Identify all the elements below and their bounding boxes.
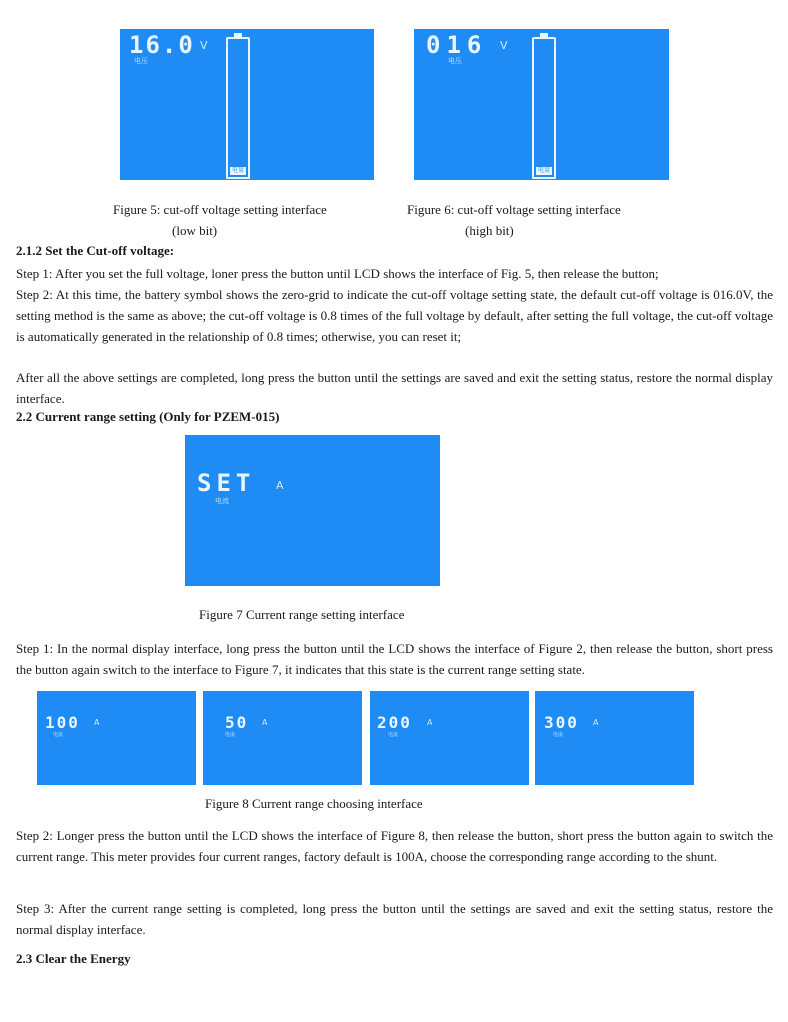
lcd-unit: A [262, 718, 268, 727]
battery-label: 电量 [537, 167, 550, 174]
lcd-sub-label: 电流 [388, 732, 399, 738]
paragraph: Step 1: In the normal display interface, long press the button until the LCD shows the interface of Figure 2, then release the button, short press the button again switch to the interface to Figure 7, it indicates that this state is the current range setting state. [16, 641, 773, 677]
battery-icon [226, 37, 250, 179]
battery-icon [532, 37, 556, 179]
lcd-value: 300 [544, 713, 579, 732]
figure6-caption: Figure 6: cut-off voltage setting interface [407, 202, 621, 217]
paragraph: Step 2: Longer press the button until the LCD shows the interface of Figure 8, then release the button, short press the button again to switch the current range. This meter provides four current ranges, factory default is 100A, choose the corresponding range according to the shunt. [16, 828, 773, 864]
lcd-unit: A [427, 718, 433, 727]
figure8-lcd-panel [370, 691, 529, 785]
lcd-sub-label: 电流 [53, 732, 64, 738]
figure6-caption-sub: (high bit) [465, 223, 514, 238]
figure6-lcd [414, 29, 669, 180]
lcd-unit: V [200, 39, 208, 52]
lcd-value: 50 [225, 713, 249, 732]
figure8-lcd-panel [37, 691, 196, 785]
section-heading: 2.1.2 Set the Cut-off voltage: [16, 243, 175, 258]
figure7-lcd [185, 435, 440, 586]
figure5-caption-sub: (low bit) [172, 223, 218, 238]
figure5-lcd [120, 29, 374, 180]
figure5-caption: Figure 5: cut-off voltage setting interface [113, 202, 327, 217]
battery-label: 电量 [231, 167, 244, 174]
lcd-sub-label: 电压 [448, 57, 462, 65]
paragraph: Step 3: After the current range setting is completed, long press the button until the settings are saved and exit the setting status, restore the normal display interface. [16, 901, 773, 937]
lcd-value: 016 [426, 31, 488, 59]
figure8-caption: Figure 8 Current range choosing interface [205, 796, 423, 811]
figure8-lcd-panel [203, 691, 362, 785]
lcd-unit: A [94, 718, 100, 727]
lcd-unit: A [593, 718, 599, 727]
figure7-caption: Figure 7 Current range setting interface [199, 607, 405, 622]
lcd-sub-label: 电流 [215, 497, 229, 505]
section-heading: 2.3 Clear the Energy [16, 951, 131, 966]
paragraph: After all the above settings are completed, long press the button until the settings are saved and exit the setting status, restore the normal display interface. [16, 370, 773, 406]
lcd-sub-label: 电流 [225, 732, 236, 738]
lcd-unit: A [276, 479, 284, 492]
lcd-value: 100 [45, 713, 80, 732]
lcd-value: 200 [377, 713, 412, 732]
figure8-lcd-panel [535, 691, 694, 785]
section-heading: 2.2 Current range setting (Only for PZEM-015) [16, 409, 280, 424]
lcd-sub-label: 电流 [553, 732, 564, 738]
lcd-sub-label: 电压 [134, 57, 148, 65]
lcd-value: 16.0 [129, 31, 195, 59]
paragraph: Step 2: At this time, the battery symbol shows the zero-grid to indicate the cut-off voltage setting state, the default cut-off voltage is 016.0V, the setting method is the same as above; the cut-off voltage is 0.8 times of the full voltage by default, after setting the full voltage, the cut-off voltage is automatically generated in the relationship of 0.8 times; otherwise, you can reset it; [16, 287, 773, 344]
paragraph: Step 1: After you set the full voltage, loner press the button until LCD shows the interface of Fig. 5, then release the button; [16, 266, 659, 281]
lcd-value: SET [197, 469, 256, 497]
lcd-unit: V [500, 39, 508, 52]
